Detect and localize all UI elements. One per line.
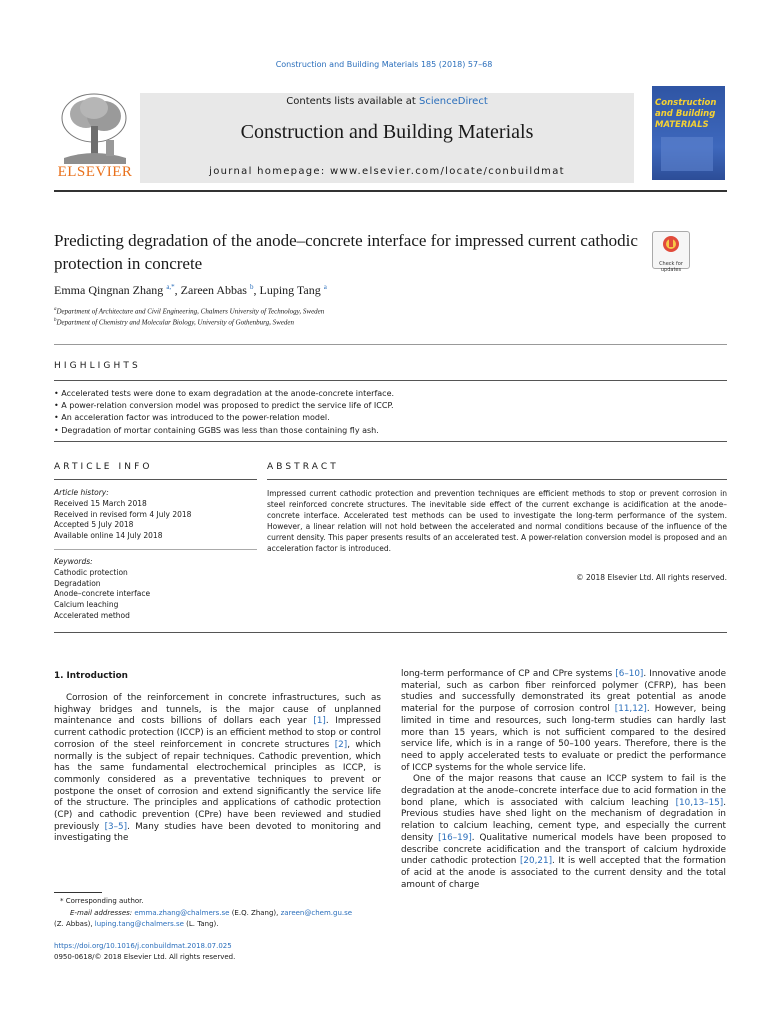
keyword: Calcium leaching [54, 600, 119, 610]
author-name[interactable]: Emma Qingnan Zhang [54, 283, 164, 297]
corresponding-author-label: Corresponding author. [65, 897, 144, 905]
affiliation-divider [54, 344, 727, 345]
paper-title: Predicting degradation of the anode–concrete interface for impressed current cathodic protection in concrete [54, 231, 638, 273]
keywords-label: Keywords: [54, 557, 93, 566]
email-owner: (Z. Abbas), [54, 920, 95, 929]
abstract-rule-top [267, 479, 727, 480]
email-owner: (L. Tang). [183, 920, 219, 929]
sciencedirect-link[interactable]: ScienceDirect [419, 96, 488, 107]
keyword: Accelerated method [54, 610, 130, 620]
body-text: . Previous studies have shed light on the mechanism of degradation in relation to calcium leaching, cement type, and especially the current density [401, 797, 726, 843]
keyword: Degradation [54, 578, 101, 588]
doi-block [54, 941, 384, 963]
history-date: Received in revised form 4 July 2018 [54, 509, 192, 519]
highlight-text: Accelerated tests were done to exam degradation at the anode-concrete interface. [61, 389, 395, 398]
intro-column-left [54, 693, 381, 845]
affiliation-text: Department of Architecture and Civil Engineering, Chalmers University of Technology, Sweden [56, 307, 325, 316]
author-name[interactable]: Zareen Abbas [180, 283, 247, 297]
email-link[interactable]: emma.zhang@chalmers.se [134, 908, 230, 917]
email-owner: (E.Q. Zhang), [229, 908, 281, 917]
journal-homepage [140, 166, 634, 177]
author-superscript[interactable]: b [249, 283, 254, 291]
check-updates-line-1: Check for [659, 261, 683, 267]
abstract-copyright: © 2018 Elsevier Ltd. All rights reserved. [576, 573, 727, 582]
corresponding-author-note [54, 896, 384, 908]
citation-link[interactable]: [1] [313, 716, 326, 727]
contents-line [140, 96, 634, 107]
introduction-heading: 1. Introduction [54, 671, 128, 681]
body-text: long-term performance of CP and CPre systems [401, 669, 616, 679]
journal-reference[interactable]: Construction and Building Materials 185 (2018) 57–68 [275, 60, 493, 69]
check-updates-line-2: updates [660, 267, 682, 273]
article-info [54, 488, 257, 542]
keyword: Cathodic protection [54, 567, 128, 577]
citation-link[interactable]: [16–19] [438, 832, 472, 843]
highlight-item: • Degradation of mortar containing GGBS was less than those containing fly ash. [54, 425, 379, 435]
author-name[interactable]: Luping Tang [259, 283, 321, 297]
abstract-text: Impressed current cathodic protection and prevention techniques are efficient methods to stop or prevent corrosion in steel reinforced concrete structures. The inevitable side effect of the current exchange is acidification at the anode–concrete interface. Accelerated test methods can be used to investigate the long-term performance of the system. However, a linear relation will not hold between the accelerated and normal conditions because of the influence of the current density. This paper presents results of an accelerated test. A power-relation conversion model is proposed and an acceleration factor is introduced. [267, 489, 727, 553]
intro-paragraph [401, 669, 726, 774]
homepage-url[interactable]: www.elsevier.com/locate/conbuildmat [330, 166, 565, 177]
body-text: . However, being limited in time and resources, such long-term studies can hardly last more than 15 years, which is not sufficient compared to the desired service life, which is in a range of 50–100 years. Therefore, there is the need to apply accelerated tests to evaluate or predict the performance of ICCP systems for the whole service life. [401, 704, 726, 773]
citation-link[interactable]: [6–10] [615, 669, 644, 679]
cover-illustration [661, 137, 713, 171]
history-date: Accepted 5 July 2018 [54, 520, 134, 530]
intro-paragraph [401, 774, 726, 891]
body-text: One of the major reasons that cause an ICCP system to fail is the degradation at the anode–concrete interface due to acid formation in the bond plane, which is associated with calcium leaching [401, 774, 726, 808]
body-text: . Many studies have been devoted to monitoring and investigating the [54, 821, 381, 844]
abstract-heading: ABSTRACT [267, 462, 339, 472]
author-superscript[interactable]: a [323, 283, 327, 291]
cover-title-line-2: and Building [655, 109, 716, 119]
citation-link[interactable]: [2] [334, 739, 348, 750]
check-for-updates-label [653, 261, 689, 273]
body-text: . Innovative anode material, such as carbon fiber reinforced polymer (CFRP), has been studies and successfully demonstrated its great potential as anode material for the purpose of corrosion control [401, 669, 726, 715]
citation-link[interactable]: [20,21] [519, 856, 553, 867]
journal-cover-title [655, 98, 723, 131]
author-list: Emma Qingnan Zhang $^{a,*}$, Zareen Abbas $^b$, Luping Tang $^a$ [54, 283, 327, 297]
highlights-heading: HIGHLIGHTS [54, 361, 141, 371]
body-text: . Qualitative numerical models have been proposed to describe concrete acidification and the transport of calcium hydroxide under cathodic protection [401, 832, 726, 867]
affiliation-superscript: b [54, 318, 57, 323]
author-superscript[interactable]: a,* [166, 283, 175, 291]
check-for-updates-button[interactable] [652, 231, 690, 273]
contents-prefix: Contents lists available at [286, 96, 420, 107]
body-text: . It is well accepted that the formation of acid at the anode is associated to the current density and the total amount of charge [401, 856, 727, 890]
email-link[interactable]: luping.tang@chalmers.se [94, 920, 184, 929]
highlight-text: A power-relation conversion model was proposed to predict the service life of ICCP. [61, 401, 394, 411]
affiliation-superscript: a [54, 307, 57, 312]
affiliation [54, 307, 324, 315]
keywords-divider [54, 549, 257, 550]
article-info-rule-top [54, 479, 257, 480]
cover-title-line-1: Construction [655, 98, 717, 108]
article-info-heading: ARTICLE INFO [54, 462, 153, 472]
front-matter-rule [54, 632, 727, 633]
highlights-rule-bottom [54, 441, 727, 442]
highlight-item: • Accelerated tests were done to exam degradation at the anode-concrete interface. [54, 389, 395, 398]
citation-link[interactable]: [11,12] [614, 704, 647, 715]
check-for-updates-icon [653, 232, 689, 256]
elsevier-logo [54, 88, 136, 180]
body-text: . Impressed current cathodic protection (ICCP) is an efficient method to stop or control corrosion of the steel reinforcement in concrete structures [54, 716, 381, 750]
journal-title: Construction and Building Materials [240, 121, 534, 143]
header-divider [54, 190, 727, 192]
footnote-marker: * [60, 897, 64, 905]
body-text: Corrosion of the reinforcement in concrete infrastructures, such as highway bridges and tunnels, is the major cause of unplanned maintenance and costs billions of dollars each year [54, 693, 381, 727]
footnote-rule [54, 892, 102, 893]
citation-link[interactable]: [3–5] [104, 821, 128, 832]
issn-copyright: 0950-0618/© 2018 Elsevier Ltd. All rights reserved. [54, 953, 236, 961]
keywords-block [54, 557, 257, 622]
highlight-text: An acceleration factor was introduced to the power-relation model. [61, 413, 330, 423]
affiliation [54, 318, 294, 326]
highlight-item: • A power-relation conversion model was proposed to predict the service life of ICCP. [54, 401, 394, 411]
citation-link[interactable]: [10,13–15] [675, 797, 724, 808]
highlights-list [54, 388, 714, 437]
footnote [54, 896, 384, 931]
elsevier-wordmark: ELSEVIER [57, 164, 133, 180]
email-addresses-cont [54, 919, 384, 931]
email-addresses [54, 908, 384, 920]
history-date: Available online 14 July 2018 [54, 531, 163, 541]
doi-link[interactable]: https://doi.org/10.1016/j.conbuildmat.2018.07.025 [54, 942, 232, 950]
highlights-rule-top [54, 380, 727, 381]
homepage-prefix: journal homepage: [209, 166, 331, 177]
email-label: E-mail addresses: [70, 908, 133, 917]
affiliation-text: Department of Chemistry and Molecular Biology, University of Gothenburg, Sweden [56, 318, 295, 327]
body-text: , which normally is the subject of repair techniques. Cathodic prevention, which has the same fundamental electrochemical principles as ICCP, is commonly considered as a preventative techniques to prevent or postpone the onset of corrosion and extend significantly the service life of the structure. The principles and applications of cathodic protection (CP) and cathodic prevention (CPre) have been reviewed and studied previously [54, 739, 382, 832]
keyword: Anode–concrete interface [54, 589, 151, 599]
cover-title-line-3: MATERIALS [655, 120, 709, 130]
history-label: Article history: [54, 488, 109, 497]
intro-column-right [401, 669, 726, 891]
email-link[interactable]: zareen@chem.gu.se [280, 908, 353, 917]
history-date: Received 15 March 2018 [54, 498, 147, 508]
highlight-item: • An acceleration factor was introduced to the power-relation model. [54, 413, 330, 423]
highlight-text: Degradation of mortar containing GGBS was less than those containing fly ash. [61, 425, 379, 435]
